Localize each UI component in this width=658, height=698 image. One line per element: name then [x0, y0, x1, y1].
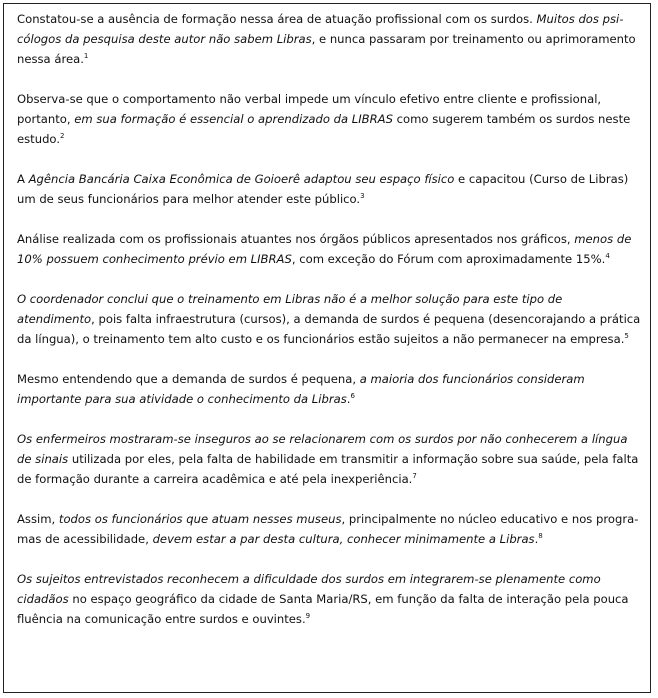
text-segment: , pois falta infraestrutura (cursos), a demanda de surdos é pequena (desencorajando a prática da língua), o treinamento tem alto custo e os funcionários estão sujeitos a não permanecer na empresa.: [17, 312, 641, 346]
paragraph-5: [17, 289, 642, 349]
footnote-marker: 3: [360, 192, 365, 200]
text-segment: , com exceção do Fórum com aproximadamente 15%.: [291, 252, 606, 266]
text-segment: Análise realizada com os profissionais atuantes nos órgãos públicos apresentados nos gráficos,: [17, 232, 575, 246]
text-segment: Mesmo entendendo que a demanda de surdos é pequena,: [17, 372, 360, 386]
footnote-marker: 7: [412, 472, 417, 480]
text-segment: como sugerem também os surdos neste estudo.: [17, 112, 631, 146]
paragraph-3: [17, 169, 642, 209]
italic-segment: Muitos dos psi- cólogos da pesquisa deste autor não sabem Libras: [17, 12, 624, 46]
text-segment: no espaço geográfico da cidade de Santa Maria/RS, em função da falta de interação pela pouca fluência na comunicação entre surdos e ouvintes.: [17, 592, 629, 626]
italic-segment: em sua formação é essencial o aprendizado da LIBRAS: [74, 112, 393, 126]
footnote-marker: 9: [305, 612, 311, 620]
text-segment: .: [534, 532, 539, 546]
paragraph-2: [17, 89, 642, 149]
text-segment: utilizada por eles, pela falta de habilidade em transmitir a informação sobre sua saúde, pela falta de formação durante a carreira acadêmica e até pela inexperiência.: [17, 452, 639, 486]
paragraph-4: [17, 229, 642, 269]
paragraph-7: [17, 429, 642, 489]
italic-segment: Agência Bancária Caixa Econômica de Goioerê adaptou seu espaço físico: [28, 172, 455, 186]
text-segment: Constatou-se a ausência de formação nessa área de atuação profissional com os surdos.: [17, 12, 537, 26]
text-segment: A: [17, 172, 29, 186]
text-segment: , principalmente no núcleo educativo e nos progra- mas de acessibilidade,: [17, 512, 639, 546]
text-segment: Assim,: [17, 512, 59, 526]
italic-segment: Os enfermeiros mostraram-se inseguros ao se relacionarem com os surdos por não conhecerem a língua de sinais: [17, 432, 628, 466]
footnote-marker: 6: [350, 392, 355, 400]
text-segment: Observa-se que o comportamento não verbal impede um vínculo efetivo entre cliente e profissional, portanto,: [17, 92, 602, 126]
italic-segment: devem estar a par desta cultura, conhecer minimamente a Libras: [152, 532, 535, 546]
italic-segment: menos de 10% possuem conhecimento prévio em LIBRAS: [17, 232, 632, 266]
paragraph-8: [17, 509, 642, 549]
italic-segment: O coordenador conclui que o treinamento em Libras não é a melhor solução para este tipo de atendimento: [17, 292, 563, 326]
footnote-marker: 1: [83, 52, 89, 60]
paragraph-1: [17, 9, 642, 69]
quotations-box: [3, 3, 651, 693]
italic-segment: todos os funcionários que atuam nesses museus: [58, 512, 342, 526]
footnote-marker: 8: [538, 532, 543, 540]
footnote-marker: 5: [624, 332, 629, 340]
footnote-marker: 2: [60, 132, 65, 140]
footnote-marker: 4: [605, 252, 610, 260]
text-segment: , e nunca passaram por treinamento ou aprimoramento nessa área.: [17, 32, 636, 66]
paragraph-6: [17, 369, 642, 409]
italic-segment: Os sujeitos entrevistados reconhecem a dificuldade dos surdos em integrarem-se plenamente como cidadãos: [17, 572, 601, 606]
paragraph-9: [17, 569, 642, 629]
text-segment: e capacitou (Curso de Libras) um de seus funcionários para melhor atender este público.: [17, 172, 629, 206]
italic-segment: a maioria dos funcionários consideram importante para sua atividade o conhecimento da Libras: [17, 372, 585, 406]
text-segment: .: [346, 392, 351, 406]
